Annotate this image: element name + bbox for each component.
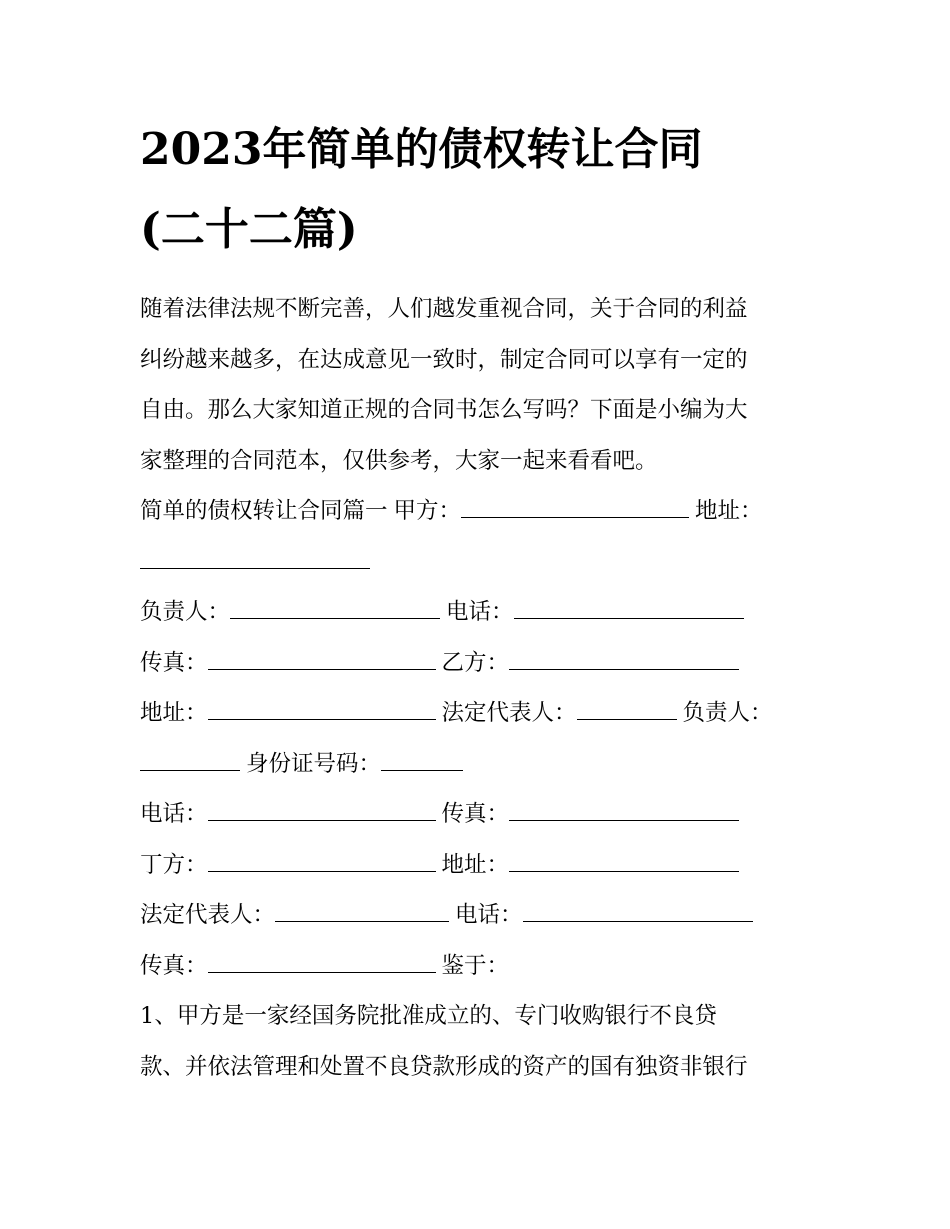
intro-line: 纠纷越来越多，在达成意见一致时，制定合同可以享有一定的 — [140, 346, 748, 373]
id-number-blank — [381, 750, 463, 771]
party-b-blank — [509, 649, 739, 670]
document-body — [140, 284, 815, 1092]
id-number-label: 身份证号码： — [246, 750, 382, 777]
form-line — [140, 638, 815, 689]
phone-label: 电话： — [140, 801, 208, 827]
form-line — [140, 941, 815, 992]
intro-line: 自由。那么大家知道正规的合同书怎么写吗？下面是小编为大 — [140, 397, 748, 423]
party-d-blank — [208, 851, 436, 872]
address-label: 地址： — [695, 498, 763, 524]
legal-rep-label: 法定代表人： — [140, 902, 276, 928]
document-page — [140, 110, 815, 1092]
form-line — [140, 587, 815, 638]
legal-rep-label: 法定代表人： — [441, 700, 577, 726]
phone-blank — [514, 598, 744, 619]
title-line-1: 2023年简单的债权转让合同 — [140, 124, 703, 175]
whereas-label: 鉴于： — [441, 952, 510, 979]
section-heading: 简单的债权转让合同篇一 — [140, 498, 388, 524]
form-line — [140, 688, 815, 739]
party-d-label: 丁方： — [140, 851, 208, 878]
document-title — [140, 110, 815, 270]
responsible-label: 负责人： — [140, 599, 231, 625]
form-line — [140, 486, 815, 537]
fax-label: 传真： — [140, 952, 208, 979]
responsible-label: 负责人： — [682, 700, 773, 726]
intro-line: 家整理的合同范本，仅供参考，大家一起来看看吧。 — [140, 447, 658, 474]
form-line — [140, 840, 815, 891]
phone-blank — [208, 800, 436, 821]
fax-label: 传真： — [441, 801, 510, 827]
address-blank — [208, 699, 436, 720]
address-label: 地址： — [441, 851, 510, 878]
clause-line: 款、并依法管理和处置不良贷款形成的资产的国有独资非银行 — [140, 1053, 748, 1080]
form-line — [140, 789, 815, 840]
party-b-label: 乙方： — [441, 649, 510, 676]
legal-rep-blank — [577, 699, 677, 720]
form-line — [140, 537, 815, 588]
address-blank — [509, 851, 739, 872]
party-a-blank — [461, 497, 689, 518]
phone-label: 电话： — [446, 599, 514, 625]
phone-blank — [523, 901, 753, 922]
legal-rep-blank — [275, 901, 449, 922]
phone-label: 电话： — [455, 902, 523, 928]
responsible-blank — [140, 750, 240, 771]
form-line — [140, 739, 815, 790]
address-blank — [140, 548, 370, 569]
party-a-label: 甲方： — [393, 498, 462, 524]
fax-label: 传真： — [140, 649, 208, 676]
form-line — [140, 890, 815, 941]
fax-blank — [208, 649, 436, 670]
intro-line: 随着法律法规不断完善，人们越发重视合同，关于合同的利益 — [140, 296, 748, 322]
responsible-blank — [230, 598, 440, 619]
fax-blank — [208, 952, 436, 973]
clause-line: 1、甲方是一家经国务院批准成立的、专门收购银行不良贷 — [140, 1003, 717, 1029]
address-label: 地址： — [140, 700, 208, 726]
fax-blank — [509, 800, 739, 821]
title-line-2: (二十二篇) — [140, 204, 358, 255]
